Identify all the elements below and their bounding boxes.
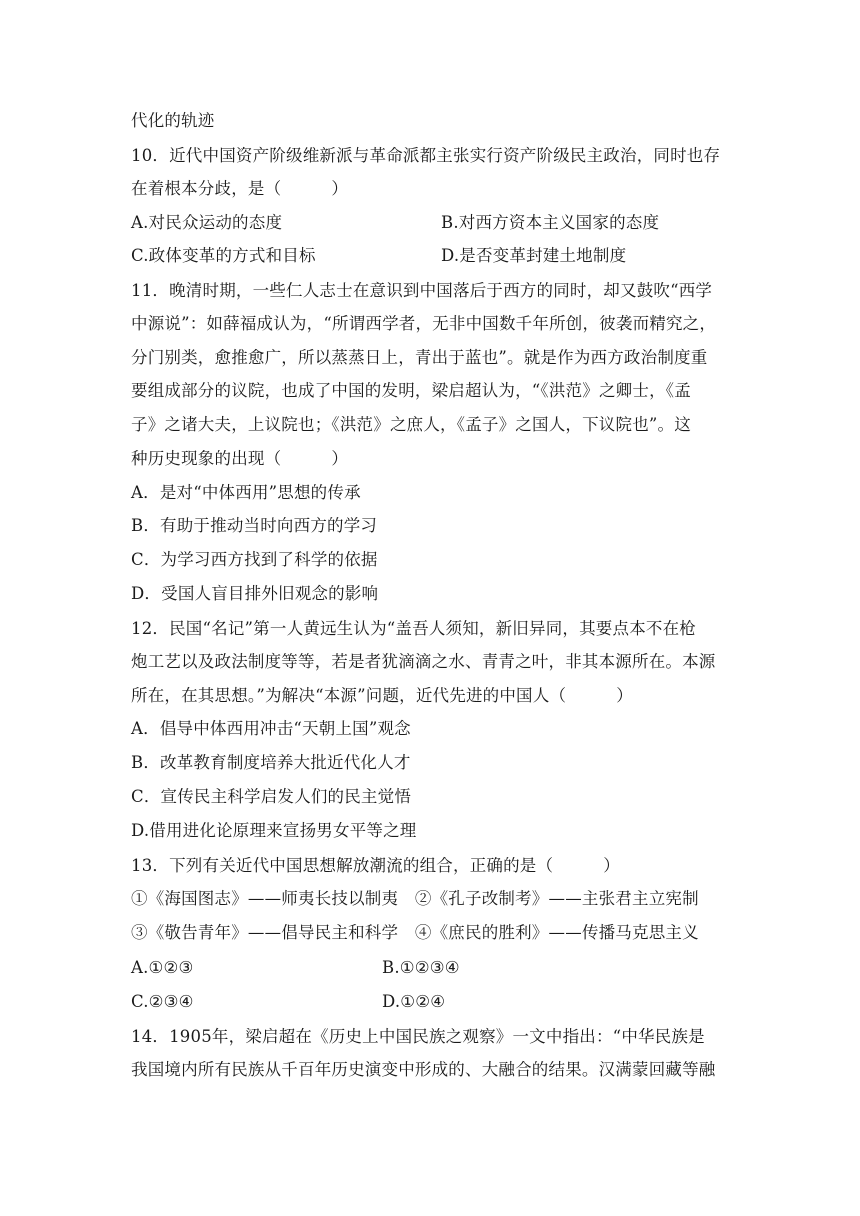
question-13-option-a: A.①②③: [131, 958, 194, 977]
question-11-stem: 要组成部分的议院，也成了中国的发明，梁启超认为，“《洪范》之卿士，《孟: [131, 381, 691, 400]
question-11-stem: 种历史现象的出现（ ）: [131, 449, 349, 468]
question-13-item: ①《海国图志》——师夷长技以制夷 ②《孔子改制考》——主张君主立宪制: [131, 889, 699, 908]
question-10-option-c: C.政体变革的方式和目标: [131, 246, 316, 265]
question-14-stem: 我国境内所有民族从千百年历史演变中形成的、大融合的结果。汉满蒙回藏等融: [131, 1060, 716, 1079]
question-14-stem: 14．1905年，梁启超在《历史上中国民族之观察》一文中指出：“中华民族是: [131, 1027, 705, 1046]
question-11-stem: 子》之诸大夫，上议院也；《洪范》之庶人，《孟子》之国人，下议院也”。这: [131, 415, 691, 434]
question-11-option-d: D．受国人盲目排外旧观念的影响: [131, 584, 379, 603]
question-13-option-b: B.①②③④: [382, 958, 460, 977]
question-12-stem: 12．民国“名记”第一人黄远生认为“盖吾人须知，新旧异同，其要点本不在枪: [131, 619, 697, 638]
question-10-stem: 10．近代中国资产阶级维新派与革命派都主张实行资产阶级民主政治，同时也存: [131, 146, 721, 165]
question-13-stem: 13．下列有关近代中国思想解放潮流的组合，正确的是（ ）: [131, 856, 620, 875]
question-12-stem: 所在，在其思想。”为解决“本源”问题，近代先进的中国人（ ）: [131, 686, 633, 705]
question-11-stem: 中源说”：如薛福成认为，“所谓西学者，无非中国数千年所创，彼袭而精究之，: [131, 314, 717, 333]
question-12-option-c: C．宣传民主科学启发人们的民主觉悟: [131, 787, 412, 806]
text-line: 代化的轨迹: [131, 111, 215, 130]
question-13-item: ③《敬告青年》——倡导民主和科学 ④《庶民的胜利》——传播马克思主义: [131, 923, 699, 942]
question-10-option-d: D.是否变革封建土地制度: [441, 246, 627, 265]
question-10-stem: 在着根本分歧，是（ ）: [131, 179, 349, 198]
question-13-option-d: D.①②④: [382, 992, 446, 1011]
question-12-option-b: B．改革教育制度培养大批近代化人才: [131, 753, 411, 772]
question-11-stem: 分门别类，愈推愈广，所以蒸蒸日上，青出于蓝也”。就是作为西方政治制度重: [131, 348, 708, 367]
question-10-option-b: B.对西方资本主义国家的态度: [441, 213, 660, 232]
question-12-stem: 炮工艺以及政法制度等等，若是者犹滴滴之水、青青之叶，非其本源所在。本源: [131, 652, 716, 671]
question-12-option-d: D.借用进化论原理来宣扬男女平等之理: [131, 821, 417, 840]
question-10-option-a: A.对民众运动的态度: [131, 213, 283, 232]
question-11-option-c: C．为学习西方找到了科学的依据: [131, 550, 378, 569]
question-13-option-c: C.②③④: [131, 992, 194, 1011]
question-11-option-b: B．有助于推动当时向西方的学习: [131, 516, 378, 535]
question-12-option-a: A．倡导中体西用冲击“天朝上国”观念: [131, 719, 411, 738]
question-11-stem: 11．晚清时期，一些仁人志士在意识到中国落后于西方的同时，却又鼓吹“西学: [131, 281, 713, 300]
question-11-option-a: A．是对“中体西用”思想的传承: [131, 483, 361, 502]
